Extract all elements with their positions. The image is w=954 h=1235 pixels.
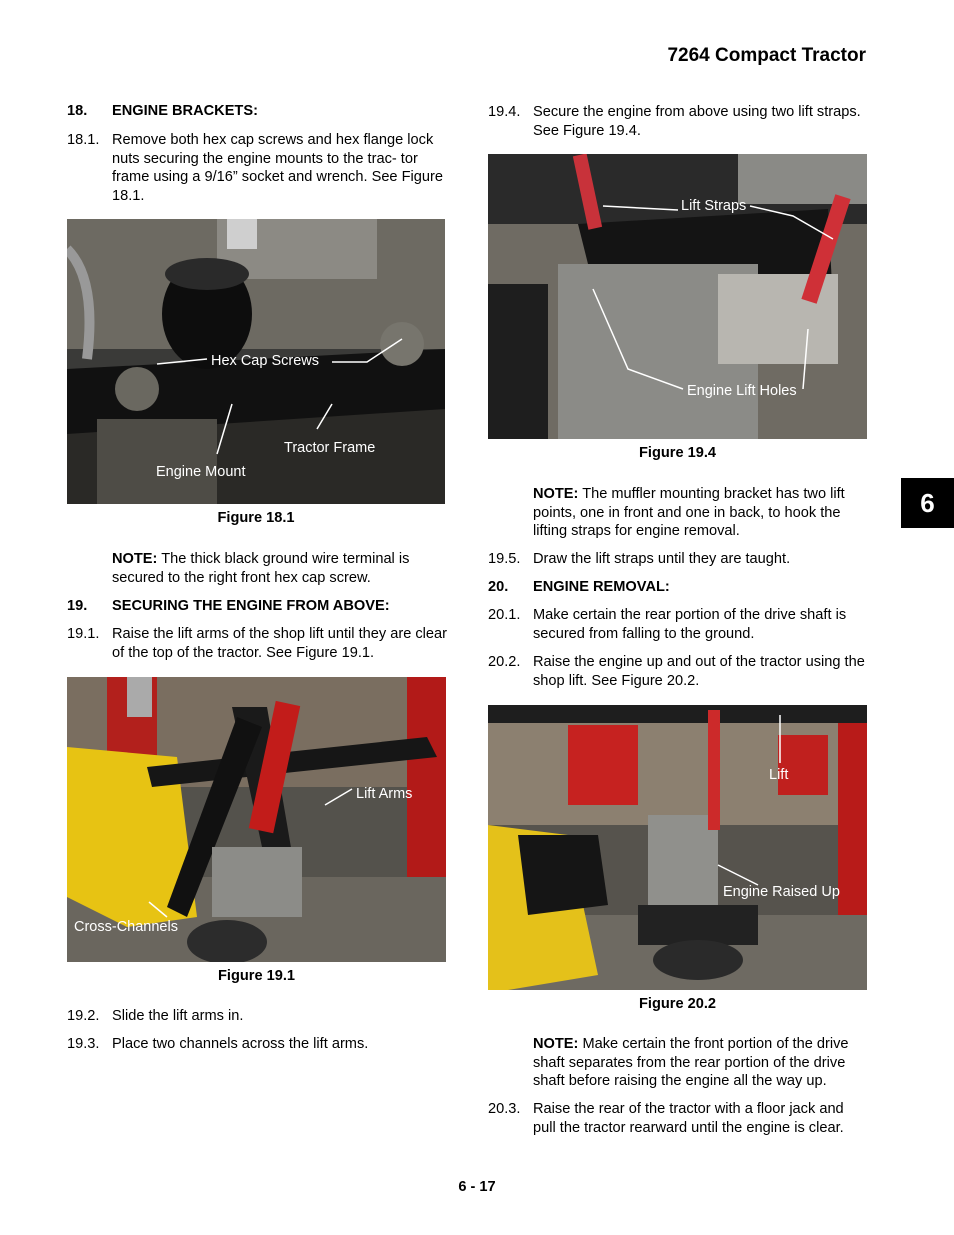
note-ground-wire	[112, 550, 448, 587]
step-20-1-number: 20.1.	[488, 607, 521, 623]
step-19-3-text: Place two channels across the lift arms.	[112, 1036, 369, 1052]
figure-18-1-caption: Figure 18.1	[217, 510, 295, 526]
label-lift: Lift	[769, 767, 789, 783]
note-label: NOTE:	[112, 551, 158, 567]
label-engine-mount: Engine Mount	[156, 464, 246, 480]
step-20-2-text: Raise the engine up and out of the tractor using the shop lift. See Figure 20.2.	[533, 654, 865, 689]
step-19-4-number: 19.4.	[488, 104, 521, 120]
label-lift-arms: Lift Arms	[356, 786, 413, 802]
section-19-number: 19.	[67, 598, 88, 614]
figure-20-2-caption: Figure 20.2	[638, 996, 717, 1012]
step-20-1-text: Make certain the rear portion of the drive shaft is secured from falling to the ground.	[533, 607, 847, 642]
step-20-3-text: Raise the rear of the tractor with a floor jack and pull the tractor rearward until the engine is clear.	[533, 1101, 844, 1136]
step-19-1-text: Raise the lift arms of the shop lift until they are clear of the top of the tractor. See Figure 19.1.	[112, 626, 448, 661]
label-engine-lift-holes: Engine Lift Holes	[687, 383, 797, 399]
step-19-4-text: Secure the engine from above using two lift straps. See Figure 19.4.	[533, 104, 861, 139]
note-text: The thick black ground wire terminal is secured to the right front hex cap screw.	[112, 551, 410, 586]
section-18-number: 18.	[67, 103, 88, 119]
step-20-3-number: 20.3.	[488, 1101, 521, 1117]
note-text: Make certain the front portion of the drive shaft separates from the rear portion of the drive shaft before raising the engine all the way up.	[533, 1036, 849, 1090]
chapter-tab: 6	[901, 478, 954, 528]
step-19-3-number: 19.3.	[67, 1036, 100, 1052]
section-18-heading: ENGINE BRACKETS:	[112, 103, 258, 119]
step-19-2-text: Slide the lift arms in.	[112, 1008, 244, 1024]
step-18-1-number: 18.1.	[67, 132, 100, 148]
note-label: NOTE:	[533, 1036, 579, 1052]
step-19-5-number: 19.5.	[488, 551, 521, 567]
step-19-2-number: 19.2.	[67, 1008, 100, 1024]
note-drive-shaft	[533, 1035, 869, 1091]
label-engine-raised-up: Engine Raised Up	[723, 884, 840, 900]
figure-19-4-caption: Figure 19.4	[638, 445, 717, 461]
figure-19-1-photo	[67, 677, 446, 962]
figure-19-4-photo	[488, 154, 867, 439]
step-20-2-number: 20.2.	[488, 654, 521, 670]
label-tractor-frame: Tractor Frame	[284, 440, 376, 456]
section-20-number: 20.	[488, 579, 509, 595]
page-number: 6 - 17	[458, 1179, 496, 1195]
note-text: The muffler mounting bracket has two lift points, one in front and one in back, to hook the lifting straps for engine removal.	[533, 486, 845, 540]
figure-19-1-caption: Figure 19.1	[217, 968, 296, 984]
figure-18-1-photo	[67, 219, 445, 504]
section-20-heading: ENGINE REMOVAL:	[533, 579, 670, 595]
step-19-1-number: 19.1.	[67, 626, 100, 642]
figure-20-2-photo	[488, 705, 867, 990]
label-hex-cap-screws: Hex Cap Screws	[211, 353, 319, 369]
label-cross-channels: Cross-Channels	[74, 919, 178, 935]
section-19-heading: SECURING THE ENGINE FROM ABOVE:	[112, 598, 390, 614]
step-18-1-text: Remove both hex cap screws and hex flange lock nuts securing the engine mounts to the trac- tor frame using a 9/16” socket and wrench. See Figure 18.1.	[112, 132, 443, 204]
document-title: 7264 Compact Tractor	[667, 45, 866, 66]
step-19-5-text: Draw the lift straps until they are taught.	[533, 551, 791, 567]
note-label: NOTE:	[533, 486, 579, 502]
label-lift-straps: Lift Straps	[681, 198, 747, 214]
note-muffler-bracket	[533, 485, 869, 541]
